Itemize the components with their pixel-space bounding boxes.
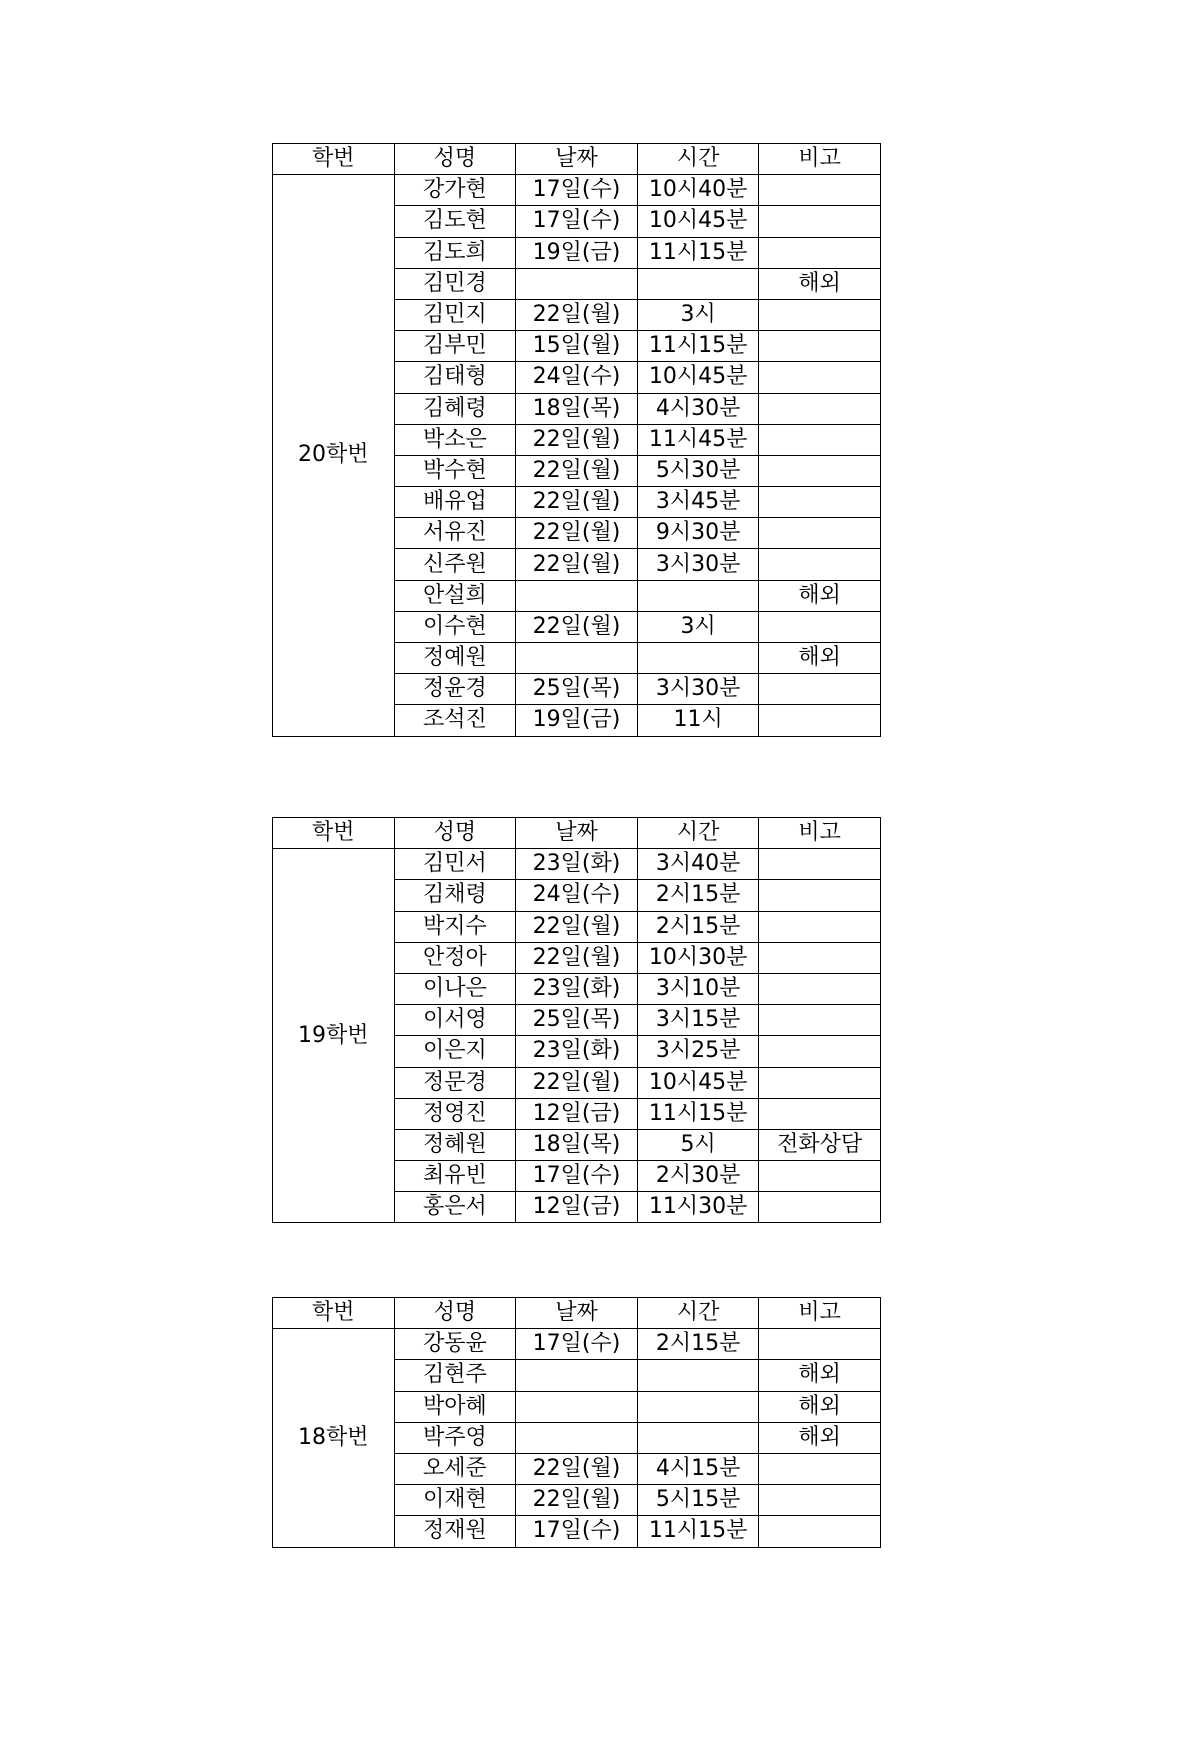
cell-time: 10시40분 (637, 175, 759, 206)
cell-time: 11시15분 (637, 1098, 759, 1129)
cell-date: 18일(목) (516, 1129, 638, 1160)
cell-name: 박소은 (394, 424, 516, 455)
cell-note (759, 880, 881, 911)
cell-student-year: 18학번 (273, 1329, 395, 1547)
cell-time: 2시15분 (637, 880, 759, 911)
cell-name: 정재원 (394, 1516, 516, 1547)
cell-note: 해외 (759, 1391, 881, 1422)
header-date: 날짜 (516, 818, 638, 849)
cell-note: 전화상담 (759, 1129, 881, 1160)
cell-note (759, 1453, 881, 1484)
cell-time: 11시15분 (637, 331, 759, 362)
cell-name: 김도현 (394, 206, 516, 237)
cell-note (759, 911, 881, 942)
cell-name: 박수현 (394, 455, 516, 486)
cell-note (759, 487, 881, 518)
table-row (273, 175, 881, 206)
cell-time: 2시30분 (637, 1161, 759, 1192)
cell-date: 22일(월) (516, 1485, 638, 1516)
cell-time (637, 268, 759, 299)
cell-date: 22일(월) (516, 455, 638, 486)
cell-date: 18일(목) (516, 393, 638, 424)
schedule-table-18 (272, 1297, 881, 1548)
cell-date: 22일(월) (516, 549, 638, 580)
table-header (273, 818, 881, 849)
cell-date: 19일(금) (516, 705, 638, 736)
cell-note: 해외 (759, 580, 881, 611)
cell-name: 최유빈 (394, 1161, 516, 1192)
cell-note (759, 674, 881, 705)
cell-name: 김현주 (394, 1360, 516, 1391)
cell-time: 5시30분 (637, 455, 759, 486)
cell-name: 정혜원 (394, 1129, 516, 1160)
header-date: 날짜 (516, 1298, 638, 1329)
cell-time: 2시15분 (637, 1329, 759, 1360)
cell-date: 22일(월) (516, 424, 638, 455)
cell-note (759, 549, 881, 580)
header-note: 비고 (759, 144, 881, 175)
cell-note (759, 518, 881, 549)
cell-date: 22일(월) (516, 611, 638, 642)
cell-time: 3시 (637, 611, 759, 642)
cell-date: 24일(수) (516, 362, 638, 393)
cell-note (759, 1485, 881, 1516)
cell-time: 10시45분 (637, 206, 759, 237)
cell-time: 3시40분 (637, 849, 759, 880)
cell-time: 10시45분 (637, 1067, 759, 1098)
cell-time: 11시30분 (637, 1192, 759, 1223)
cell-name: 홍은서 (394, 1192, 516, 1223)
cell-name: 이재현 (394, 1485, 516, 1516)
table-row (273, 849, 881, 880)
cell-date: 12일(금) (516, 1098, 638, 1129)
cell-time: 3시15분 (637, 1005, 759, 1036)
cell-date: 12일(금) (516, 1192, 638, 1223)
header-student-year: 학번 (273, 818, 395, 849)
cell-name: 정윤경 (394, 674, 516, 705)
cell-name: 정영진 (394, 1098, 516, 1129)
cell-note: 해외 (759, 643, 881, 674)
header-name: 성명 (394, 144, 516, 175)
cell-name: 김민서 (394, 849, 516, 880)
cell-note: 해외 (759, 1422, 881, 1453)
cell-note (759, 455, 881, 486)
cell-date: 25일(목) (516, 674, 638, 705)
cell-student-year: 19학번 (273, 849, 395, 1223)
cell-time: 9시30분 (637, 518, 759, 549)
cell-time: 4시30분 (637, 393, 759, 424)
cell-time: 3시25분 (637, 1036, 759, 1067)
header-student-year: 학번 (273, 144, 395, 175)
cell-note (759, 973, 881, 1004)
cell-name: 신주원 (394, 549, 516, 580)
cell-note: 해외 (759, 1360, 881, 1391)
cell-note (759, 611, 881, 642)
cell-date: 19일(금) (516, 237, 638, 268)
header-note: 비고 (759, 818, 881, 849)
cell-name: 김혜령 (394, 393, 516, 424)
cell-date: 17일(수) (516, 1161, 638, 1192)
table-body (273, 175, 881, 736)
cell-name: 조석진 (394, 705, 516, 736)
cell-name: 김도희 (394, 237, 516, 268)
cell-date (516, 1391, 638, 1422)
cell-date: 17일(수) (516, 1516, 638, 1547)
header-time: 시간 (637, 144, 759, 175)
cell-time (637, 643, 759, 674)
table-header (273, 1298, 881, 1329)
cell-date (516, 1360, 638, 1391)
cell-note (759, 1329, 881, 1360)
cell-name: 김민경 (394, 268, 516, 299)
cell-time: 11시 (637, 705, 759, 736)
cell-name: 강동윤 (394, 1329, 516, 1360)
header-row (273, 818, 881, 849)
cell-note (759, 237, 881, 268)
cell-date: 17일(수) (516, 175, 638, 206)
cell-date (516, 268, 638, 299)
cell-note: 해외 (759, 268, 881, 299)
cell-date (516, 580, 638, 611)
cell-name: 이서영 (394, 1005, 516, 1036)
table-body (273, 1329, 881, 1547)
cell-time: 4시15분 (637, 1453, 759, 1484)
table-body (273, 849, 881, 1223)
cell-date: 22일(월) (516, 487, 638, 518)
header-student-year: 학번 (273, 1298, 395, 1329)
cell-name: 안설희 (394, 580, 516, 611)
cell-time (637, 1422, 759, 1453)
cell-note (759, 705, 881, 736)
header-name: 성명 (394, 1298, 516, 1329)
cell-note (759, 1098, 881, 1129)
cell-time: 3시45분 (637, 487, 759, 518)
cell-note (759, 362, 881, 393)
cell-time: 11시45분 (637, 424, 759, 455)
cell-date: 15일(월) (516, 331, 638, 362)
cell-date: 22일(월) (516, 1453, 638, 1484)
header-time: 시간 (637, 818, 759, 849)
header-date: 날짜 (516, 144, 638, 175)
cell-name: 정문경 (394, 1067, 516, 1098)
cell-note (759, 175, 881, 206)
cell-date: 25일(목) (516, 1005, 638, 1036)
cell-note (759, 1192, 881, 1223)
cell-time: 5시15분 (637, 1485, 759, 1516)
cell-name: 김채령 (394, 880, 516, 911)
cell-time: 3시30분 (637, 674, 759, 705)
cell-time: 11시15분 (637, 237, 759, 268)
cell-note (759, 299, 881, 330)
cell-date: 22일(월) (516, 942, 638, 973)
cell-time: 10시45분 (637, 362, 759, 393)
cell-note (759, 1036, 881, 1067)
cell-time: 2시15분 (637, 911, 759, 942)
cell-note (759, 1516, 881, 1547)
header-row (273, 1298, 881, 1329)
table-row (273, 1329, 881, 1360)
cell-note (759, 1067, 881, 1098)
cell-note (759, 424, 881, 455)
schedule-table-20 (272, 143, 881, 737)
cell-time (637, 580, 759, 611)
table-header (273, 144, 881, 175)
cell-date: 24일(수) (516, 880, 638, 911)
cell-date: 23일(화) (516, 1036, 638, 1067)
cell-date: 17일(수) (516, 206, 638, 237)
cell-date: 23일(화) (516, 849, 638, 880)
cell-name: 김태형 (394, 362, 516, 393)
cell-note (759, 393, 881, 424)
cell-name: 정예원 (394, 643, 516, 674)
header-time: 시간 (637, 1298, 759, 1329)
cell-time: 10시30분 (637, 942, 759, 973)
cell-name: 박주영 (394, 1422, 516, 1453)
header-name: 성명 (394, 818, 516, 849)
cell-name: 박지수 (394, 911, 516, 942)
cell-name: 김부민 (394, 331, 516, 362)
cell-time (637, 1391, 759, 1422)
cell-time: 11시15분 (637, 1516, 759, 1547)
cell-time: 3시30분 (637, 549, 759, 580)
cell-date: 22일(월) (516, 518, 638, 549)
cell-name: 김민지 (394, 299, 516, 330)
cell-name: 배유업 (394, 487, 516, 518)
cell-student-year: 20학번 (273, 175, 395, 736)
cell-name: 강가현 (394, 175, 516, 206)
cell-name: 안정아 (394, 942, 516, 973)
cell-date: 23일(화) (516, 973, 638, 1004)
cell-note (759, 331, 881, 362)
cell-time: 5시 (637, 1129, 759, 1160)
cell-name: 이은지 (394, 1036, 516, 1067)
cell-date: 22일(월) (516, 911, 638, 942)
cell-date: 22일(월) (516, 299, 638, 330)
cell-date: 17일(수) (516, 1329, 638, 1360)
cell-date (516, 1422, 638, 1453)
header-row (273, 144, 881, 175)
cell-time: 3시10분 (637, 973, 759, 1004)
cell-note (759, 942, 881, 973)
cell-name: 이수현 (394, 611, 516, 642)
cell-date: 22일(월) (516, 1067, 638, 1098)
cell-note (759, 206, 881, 237)
cell-note (759, 1161, 881, 1192)
cell-date (516, 643, 638, 674)
cell-note (759, 849, 881, 880)
cell-name: 서유진 (394, 518, 516, 549)
cell-name: 이나은 (394, 973, 516, 1004)
schedule-table-19 (272, 817, 881, 1223)
cell-time (637, 1360, 759, 1391)
header-note: 비고 (759, 1298, 881, 1329)
cell-note (759, 1005, 881, 1036)
cell-name: 박아혜 (394, 1391, 516, 1422)
cell-name: 오세준 (394, 1453, 516, 1484)
cell-time: 3시 (637, 299, 759, 330)
